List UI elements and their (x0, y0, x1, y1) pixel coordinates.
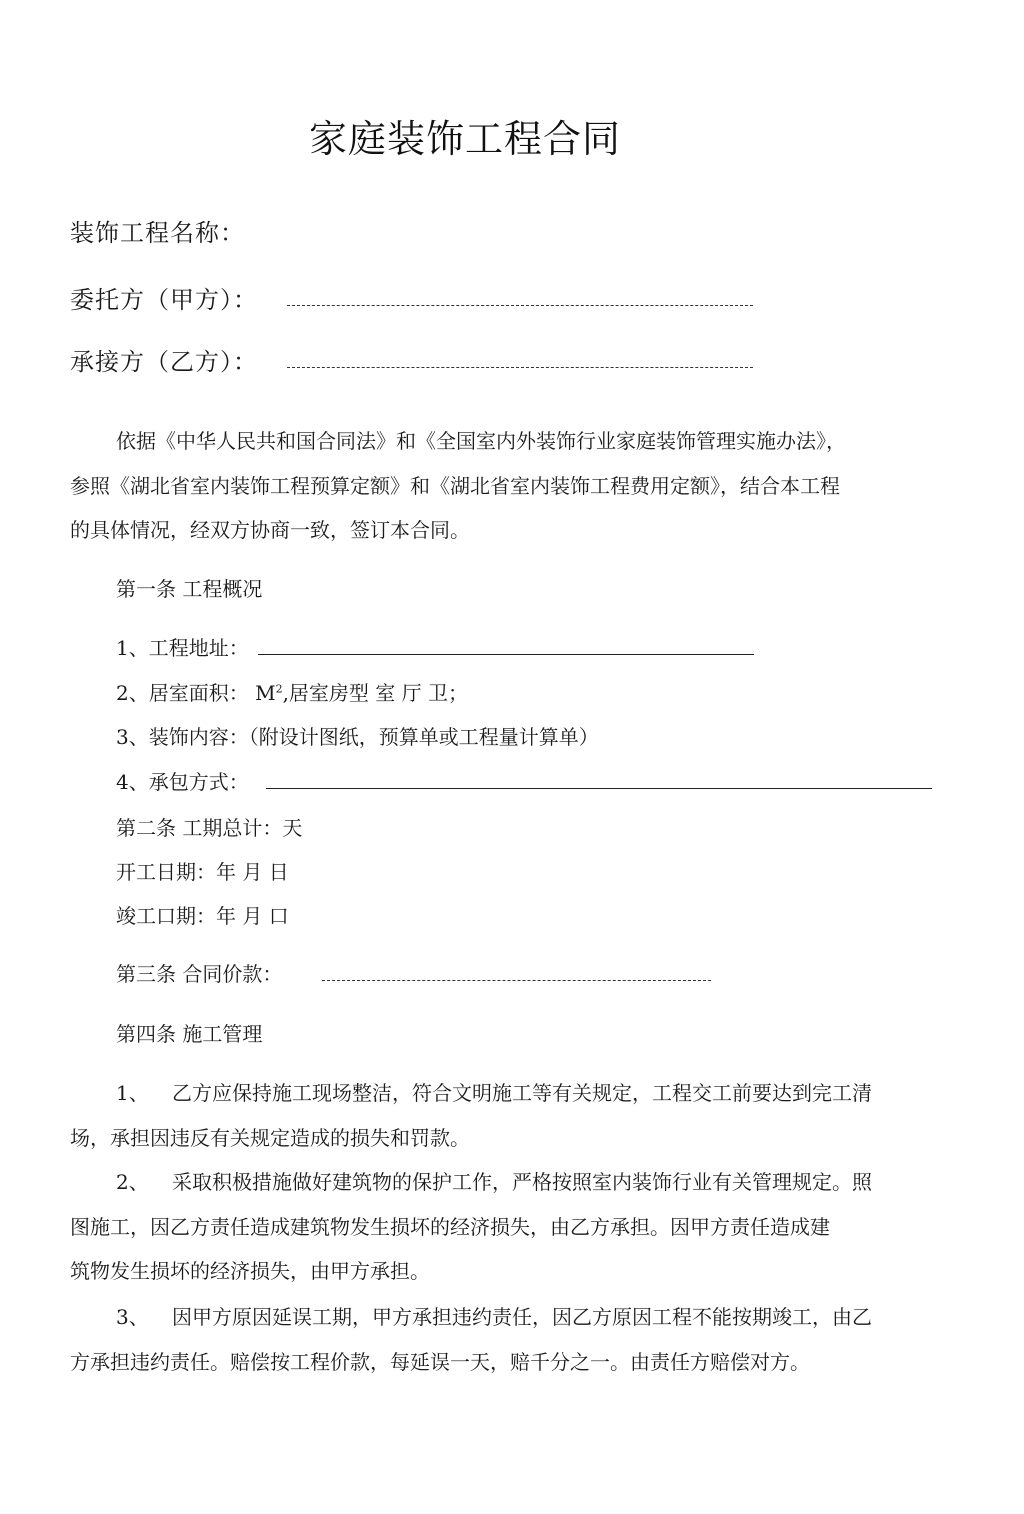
clause-1-line-1: 乙方应保持施工现场整洁，符合文明施工等有关规定，工程交工前要达到完工清 (172, 1081, 872, 1105)
contract-method-label: 4、承包方式： (116, 770, 249, 794)
address-field[interactable] (258, 654, 754, 655)
intro-line-3: 的具体情况，经双方协商一致，签订本合同。 (70, 518, 470, 542)
clause-2-line-2: 图施工，因乙方责任造成建筑物发生损坏的经济损失，由乙方承担。因甲方责任造成建 (70, 1215, 830, 1239)
project-name-label: 装饰工程名称： (70, 219, 245, 247)
clause-2-number: 2、 (116, 1170, 149, 1194)
clause-2-line-3: 筑物发生损坏的经济损失，由甲方承担。 (70, 1259, 430, 1283)
party-a-field[interactable] (287, 305, 753, 306)
intro-line-1: 依据《中华人民共和国合同法》和《全国室内外装饰行业家庭装饰管理实施办法》， (116, 429, 846, 453)
start-date: 开工日期：年 月 日 (116, 860, 289, 884)
clause-3-line-1: 因甲方原因延误工期，甲方承担违约责任，因乙方原因工程不能按期竣工，由乙 (172, 1305, 872, 1329)
article-1-heading: 第一条 工程概况 (116, 577, 263, 601)
article-2-heading: 第二条 工期总计：天 (116, 816, 303, 840)
area-label: 2、居室面积： M (116, 681, 276, 705)
party-b-row (70, 342, 258, 377)
party-b-field[interactable] (287, 367, 753, 368)
clause-3-line-2: 方承担违约责任。赔偿按工程价款，每延误一天，赔千分之一。由责任方赔偿对方。 (70, 1350, 810, 1374)
article-4-heading: 第四条 施工管理 (116, 1022, 263, 1046)
intro-line-2: 参照《湖北省室内装饰工程预算定额》和《湖北省室内装饰工程费用定额》，结合本工程 (70, 474, 840, 498)
room-type-text: ,居室房型 室 厅 卫； (282, 681, 468, 705)
party-a-label: 委托方（甲方）： (70, 286, 258, 314)
contract-price-field[interactable] (322, 980, 711, 981)
end-date: 竣工口期：年 月 口 (116, 904, 289, 928)
clause-3-number: 3、 (116, 1305, 149, 1329)
area-row (116, 677, 468, 706)
document-title: 家庭装饰工程合同 (308, 117, 621, 161)
clause-2-line-1: 采取积极措施做好建筑物的保护工作，严格按照室内装饰行业有关管理规定。照 (172, 1170, 872, 1194)
party-a-row (70, 280, 258, 315)
address-label: 1、工程地址： (116, 636, 249, 660)
decoration-content: 3、装饰内容：（附设计图纸，预算单或工程量计算单） (116, 725, 599, 749)
clause-1-line-2: 场，承担因违反有关规定造成的损失和罚款。 (70, 1126, 470, 1150)
article-3-heading: 第三条 合同价款： (116, 962, 283, 986)
area-unit-sup: 2 (275, 682, 283, 696)
party-b-label: 承接方（乙方）： (70, 348, 258, 376)
contract-method-field[interactable] (266, 788, 932, 789)
clause-1-number: 1、 (116, 1081, 149, 1105)
